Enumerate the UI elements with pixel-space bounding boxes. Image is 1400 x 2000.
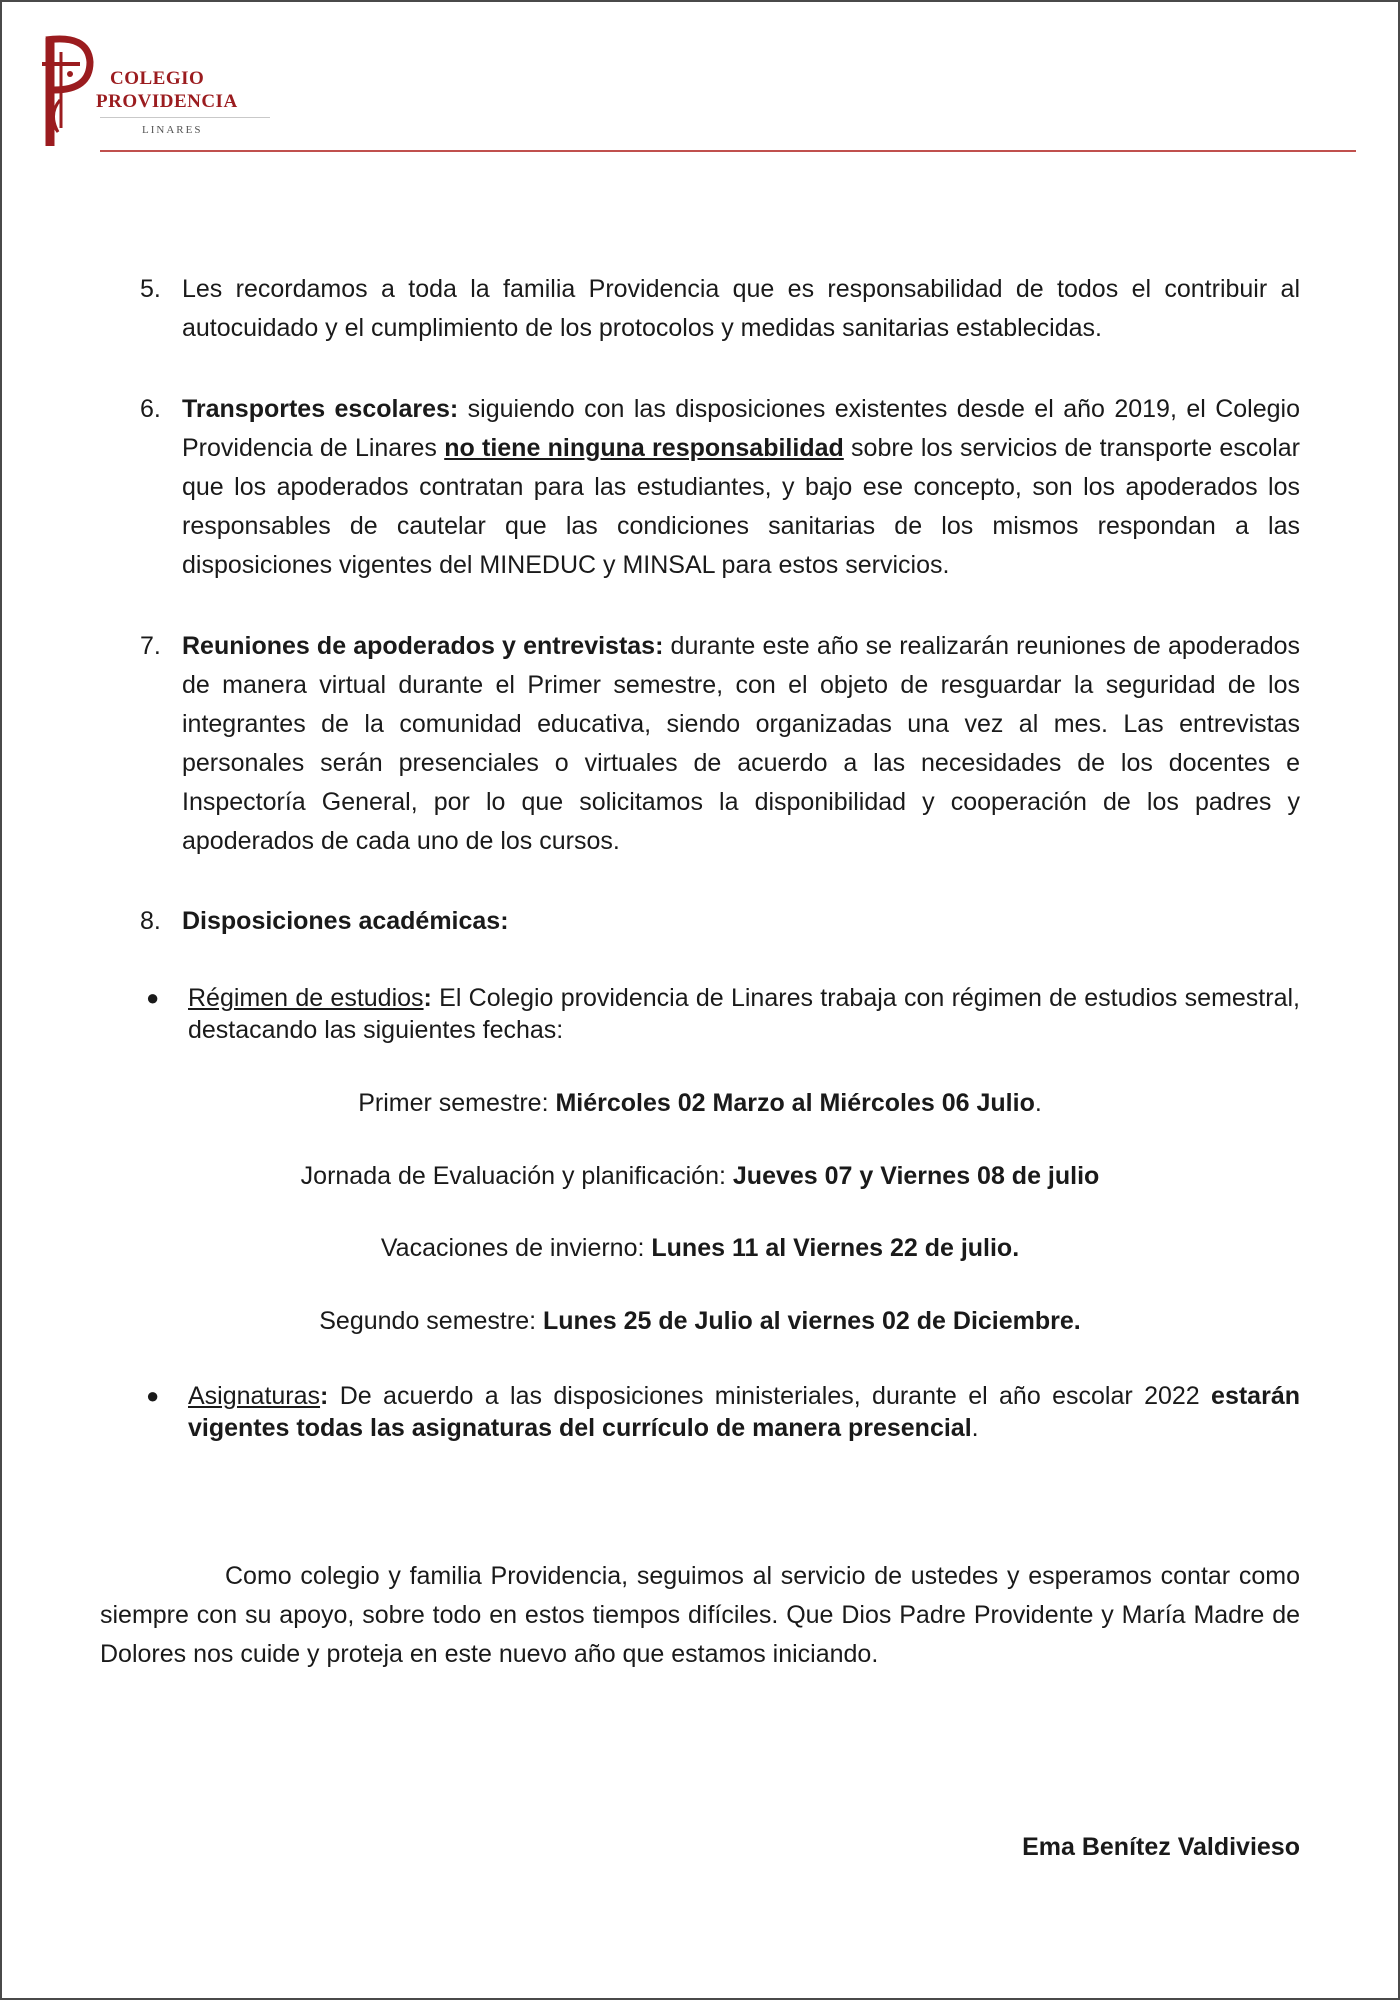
item-text-part: durante este año se realizarán reuniones de apoderados de manera virtual durante el Primer semestre, con el objeto de resguardar la seguridad de los integrantes de la comunidad educativa, siendo organizadas una vez al mes. Las entrevistas personales serán presenciales o virtuales de acuerdo a las necesidades de los docentes e Inspectoría General, por lo que solicitamos la disponibilidad y cooperación de los padres y apoderados de cada uno de los cursos.: [182, 632, 1301, 855]
item-heading: Reuniones de apoderados y entrevistas:: [182, 632, 664, 660]
school-logo: [40, 28, 240, 152]
list-item-6: [140, 390, 1300, 585]
signature-name: Ema Benítez Valdivieso: [1022, 1833, 1300, 1861]
date-value: Lunes 25 de Julio al viernes 02 de Diciembre.: [543, 1307, 1081, 1335]
item-text: [182, 627, 1300, 861]
item-text: [182, 902, 1300, 941]
date-line-vacaciones: [100, 1232, 1300, 1264]
item-number: 5.: [140, 275, 161, 303]
item-emphasis: no tiene ninguna responsabilidad: [444, 434, 844, 462]
date-label: Jornada de Evaluación y planificación:: [300, 1162, 733, 1190]
providence-p-emblem-icon: [40, 28, 100, 152]
bullet-colon: :: [423, 984, 432, 1012]
date-line-jornada: [100, 1160, 1300, 1192]
item-number: 8.: [140, 907, 161, 935]
date-value: Miércoles 02 Marzo al Miércoles 06 Julio: [555, 1089, 1035, 1117]
item-number: 7.: [140, 632, 161, 660]
list-item-5: [140, 270, 1300, 348]
logo-divider: [100, 117, 270, 118]
item-number: 6.: [140, 395, 161, 423]
bullet-icon: ●: [146, 1383, 160, 1408]
date-line-segundo-semestre: [100, 1305, 1300, 1337]
bullet-regimen: [140, 982, 1300, 1046]
bullet-label: Régimen de estudios: [188, 984, 424, 1012]
header-divider: [100, 150, 1356, 152]
date-label: Primer semestre:: [358, 1089, 556, 1117]
item-text-part: sobre los servicios de transporte escolar que los apoderados contratan para las estudiantes, y bajo ese concepto, son los apoderados los responsables de cautelar que las condiciones sanitarias de los mismos respondan a las disposiciones vigentes del MINEDUC y MINSAL para estos servicios.: [182, 434, 1300, 579]
logo-text-linares: LINARES: [142, 124, 203, 136]
bullet-label: Asignaturas: [188, 1382, 321, 1410]
bullet-text: [188, 982, 1300, 1046]
date-line-primer-semestre: [100, 1087, 1300, 1119]
date-label: Segundo semestre:: [319, 1307, 543, 1335]
item-heading: Disposiciones académicas:: [182, 907, 509, 935]
bullet-text-part: De acuerdo a las disposiciones ministeriales, durante el año escolar 2022: [328, 1382, 1212, 1410]
bullet-icon: ●: [146, 985, 160, 1010]
logo-text-colegio: COLEGIO: [110, 68, 205, 89]
bullet-suffix: .: [971, 1414, 979, 1442]
list-item-8: [140, 902, 1300, 941]
bullet-colon: :: [320, 1382, 329, 1410]
bullet-text-part: El Colegio providencia de Linares trabaja con régimen de estudios semestral, destacando las siguientes fechas:: [188, 984, 1300, 1044]
date-suffix: .: [1034, 1089, 1042, 1117]
date-value: Lunes 11 al Viernes 22 de julio.: [651, 1234, 1020, 1262]
bullet-text: [188, 1380, 1300, 1444]
bullet-emphasis: estarán vigentes todas las asignaturas del currículo de manera presencial: [188, 1382, 1300, 1442]
item-text: Les recordamos a toda la familia Providencia que es responsabilidad de todos el contribuir al autocuidado y el cumplimiento de los protocolos y medidas sanitarias establecidas.: [182, 275, 1300, 342]
date-value: Jueves 07 y Viernes 08 de julio: [732, 1162, 1100, 1190]
item-heading: Transportes escolares:: [182, 395, 459, 423]
date-label: Vacaciones de invierno:: [380, 1234, 652, 1262]
logo-text-providencia: PROVIDENCIA: [96, 91, 238, 112]
closing-paragraph: Como colegio y familia Providencia, seguimos al servicio de ustedes y esperamos contar como siempre con su apoyo, sobre todo en estos tiempos difíciles. Que Dios Padre Providente y María Madre de Dolores nos cuide y proteja en este nuevo año que estamos iniciando.: [100, 1562, 1300, 1668]
bullet-asignaturas: [140, 1380, 1300, 1444]
item-text: [182, 390, 1300, 585]
list-item-7: [140, 627, 1300, 861]
item-text-part: siguiendo con las disposiciones existentes desde el año 2019, el Colegio Providencia de Linares: [182, 395, 1300, 462]
